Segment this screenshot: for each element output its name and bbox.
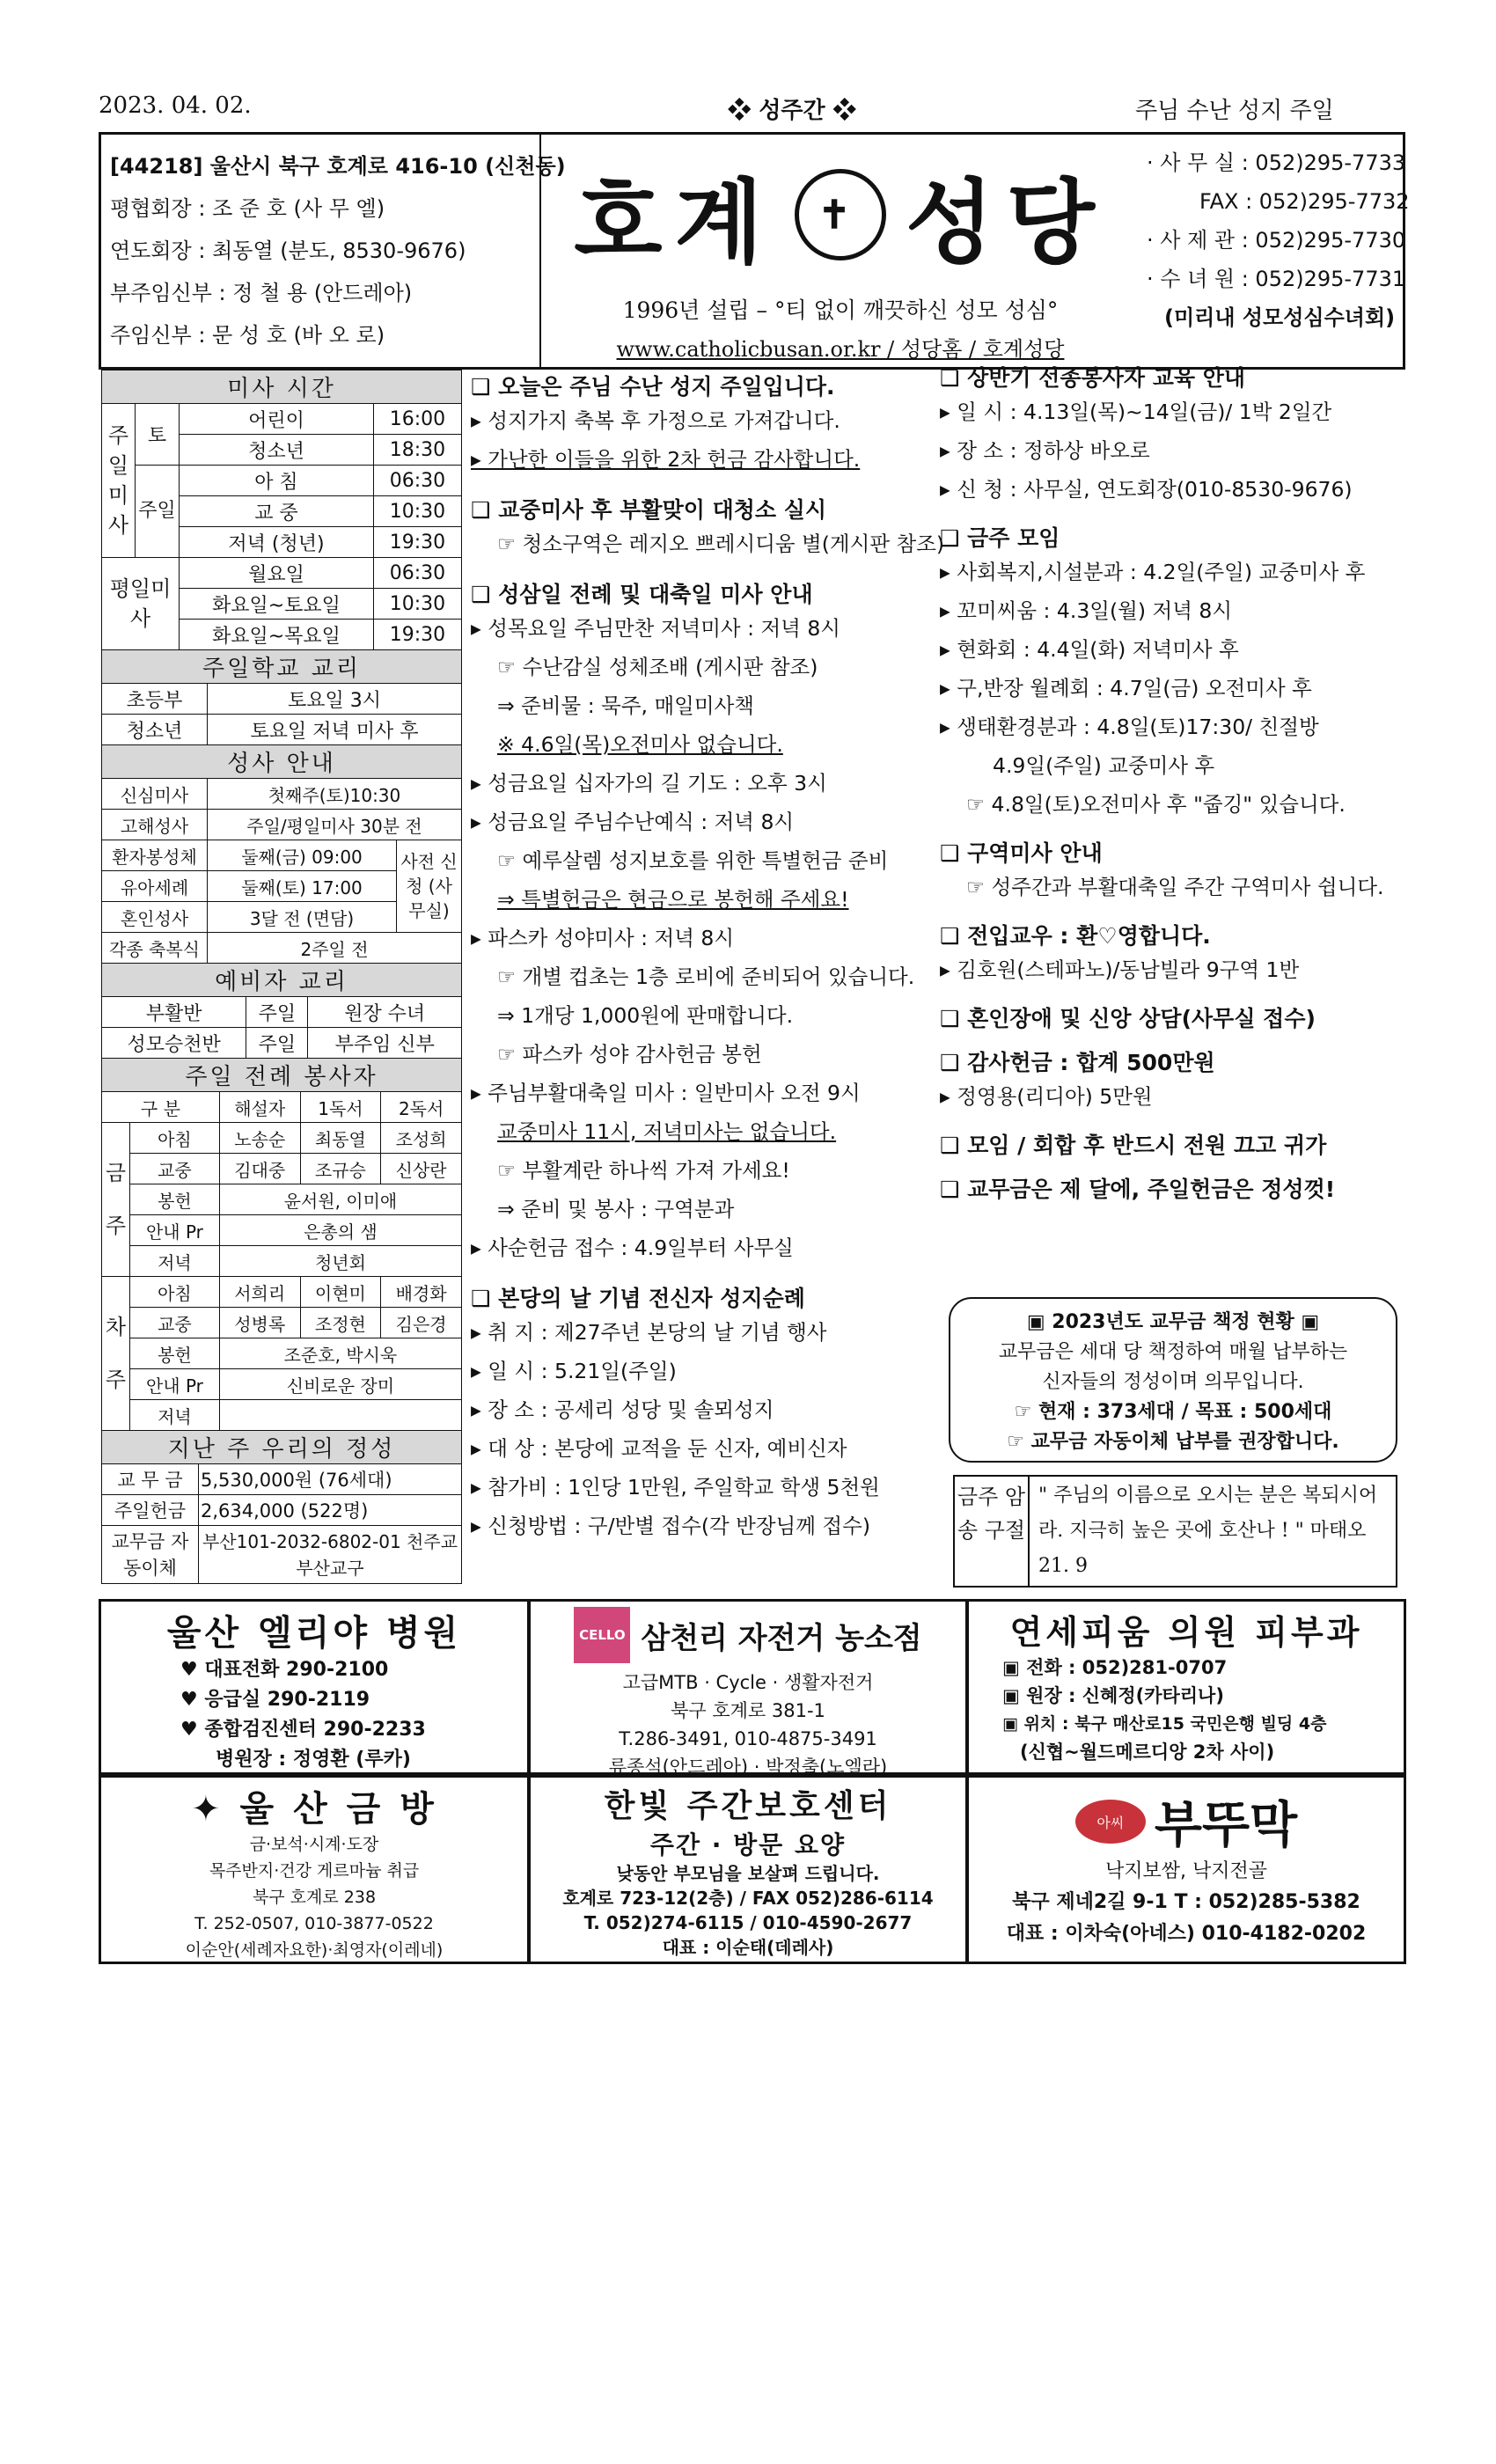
- notice-line: ☞ 개별 컵초는 1층 로비에 준비되어 있습니다.: [497, 964, 915, 989]
- notice-line: ▸ 성목요일 주님만찬 저녁미사 : 저녁 8시: [471, 616, 840, 641]
- contact-line: · 수 녀 원 : 052)295-7731: [1147, 267, 1406, 291]
- notice-line: ⇒ 특별헌금은 현금으로 봉헌해 주세요!: [497, 887, 849, 912]
- sunday-school-table: 주일학교 교리 초등부 토요일 3시 청소년 토요일 저녁 미사 후: [101, 649, 462, 745]
- weekly-label: ❖ 성주간 ❖: [728, 98, 856, 124]
- memory-verse-text: " 주님의 이름으로 오시는 분은 복되시어라. 지극히 높은 곳에 호산나 ! " 마태오 21. 9: [1038, 1485, 1378, 1577]
- notice-line: ☞ 수난감실 성체조배 (게시판 참조): [497, 655, 818, 679]
- notice-heading: ❑ 모임 / 회합 후 반드시 전원 끄고 귀가: [940, 1133, 1327, 1158]
- ad-budduk-restaurant: 아씨 부뚜막 낙지보쌈, 낙지전골 북구 제네2길 9-1 T : 052)285-5382 대표 : 이차숙(아네스) 010-4182-0202: [966, 1775, 1406, 1964]
- notice-line: ☞ 부활계란 하나씩 가져 가세요!: [497, 1158, 790, 1183]
- restaurant-logo: 아씨: [1075, 1800, 1146, 1844]
- notice-line: ▸ 참가비 : 1인당 1만원, 주일학교 학생 5천원: [471, 1475, 880, 1500]
- issue-date: 2023. 04. 02.: [99, 92, 252, 119]
- this-week-label: 금주: [102, 1123, 130, 1277]
- checkbox-icon: ❑: [471, 497, 499, 523]
- notice-line: ▸ 장 소 : 정하상 바오로: [940, 438, 1150, 463]
- notice-line: ▸ 성지가지 축복 후 가정으로 가져갑니다.: [471, 408, 840, 433]
- checkbox-icon: ❑: [940, 1050, 968, 1075]
- ad-hanbit-daycare: 한빛 주간보호센터 주간 · 방문 요양 낮동안 부모님을 보살펴 드립니다. 호계로 723-12(2층) / FAX 052)286-6114 T. 052)274-6115 / 010-4590-2677 대표 : 이순태(데레사): [528, 1775, 968, 1964]
- notice-line: 교중미사 11시, 저녁미사는 없습니다.: [497, 1119, 837, 1144]
- notice-line: 4.9일(주일) 교중미사 후: [993, 753, 1215, 778]
- cello-logo: CELLO: [574, 1607, 630, 1663]
- notice-line: ☞ 파스카 성야 감사헌금 봉헌: [497, 1042, 762, 1067]
- notice-heading: ❑ 혼인장애 및 신앙 상담(사무실 접수): [940, 1006, 1316, 1031]
- next-week-label: 차주: [102, 1277, 130, 1431]
- checkbox-icon: ❑: [940, 840, 968, 866]
- notice-line: ☞ 4.8일(토)오전미사 후 "줍깅" 있습니다.: [966, 792, 1346, 817]
- notice-line: ▸ 사순헌금 접수 : 4.9일부터 사무실: [471, 1236, 794, 1260]
- staff-block: [101, 135, 566, 367]
- notices-right: [940, 361, 1408, 1204]
- notices-middle: [471, 370, 945, 1545]
- website-link[interactable]: www.catholicbusan.or.kr / 성당홈 / 호계성당: [616, 337, 1065, 362]
- mass-times-table: 미사 시간 주일미사 토 어린이 16:00 청소년 18:30 주일 아 침 06:30 교 중 10:30 저녁 (청년) 19:30 평일미사 월요일 06:30 화요일~토요일 10:30 화요일~목요일 19:30: [101, 370, 462, 650]
- notice-heading: ❑ 전입교우 : 환♡영합니다.: [940, 923, 1211, 949]
- checkbox-icon: ❑: [940, 525, 968, 551]
- liturgy-servers-table: 주일 전례 봉사자 구 분 해설자 1독서 2독서 금주 아침 노송순 최동열 조성희 교중 김대중 조규승 신상란 봉헌 윤서원, 이미애 안내 Pr 은총의 샘 저녁 청년회 차주 아침 서희리 이현미 배경화 교중 성병록 조정현 김은경 봉헌 조준호, 박시욱 안내 Pr 신비로운 장미 저녁: [101, 1058, 462, 1431]
- staff-line: 연도회장 : 최동열 (분도, 8530-9676): [110, 238, 466, 263]
- notice-heading: ❑ 성삼일 전례 및 대축일 미사 안내: [471, 582, 813, 607]
- notice-heading: ❑ 본당의 날 기념 전신자 성지순례: [471, 1286, 805, 1311]
- bulletin-header: [99, 132, 1410, 370]
- notice-line: ▸ 일 시 : 4.13일(목)~14일(금)/ 1박 2일간: [940, 400, 1332, 424]
- notice-line: ▸ 김호원(스테파노)/동남빌라 9구역 1반: [940, 957, 1300, 982]
- notice-line: ▸ 구,반장 월례회 : 4.7일(금) 오전미사 후: [940, 676, 1312, 700]
- notice-line: ▸ 성금요일 주님수난예식 : 저녁 8시: [471, 810, 795, 834]
- notice-line: ☞ 성주간과 부활대축일 주간 구역미사 쉽니다.: [966, 875, 1384, 899]
- founded-tagline: 1996년 설립 – °티 없이 깨끗하신 성모 성심°: [622, 297, 1059, 323]
- checkbox-icon: ❑: [940, 1006, 968, 1031]
- church-title-block: [541, 135, 1140, 367]
- notice-line: ▸ 생태환경분과 : 4.8일(토)17:30/ 친절방: [940, 715, 1319, 739]
- staff-line: 주임신부 : 문 성 호 (바 오 로): [110, 323, 385, 348]
- checkbox-icon: ❑: [940, 365, 968, 391]
- notice-line: ▸ 성금요일 십자가의 길 기도 : 오후 3시: [471, 771, 827, 796]
- catechumen-table: 예비자 교리 부활반 주일 원장 수녀 성모승천반 주일 부주임 신부: [101, 963, 462, 1059]
- notice-line: ▸ 현화회 : 4.4일(화) 저녁미사 후: [940, 637, 1239, 662]
- sacrament-table: 성사 안내 신심미사 첫째주(토)10:30 고해성사 주일/평일미사 30분 전 환자봉성체 둘째(금) 09:00 사전 신청 (사무실) 유아세례 둘째(토) 17:00 혼인성사 3달 전 (면담) 각종 축복식 2주일 전: [101, 744, 462, 964]
- notice-line: ▸ 가난한 이들을 위한 2차 헌금 감사합니다.: [471, 447, 861, 472]
- notice-heading: ❑ 교중미사 후 부활맞이 대청소 실시: [471, 497, 827, 523]
- ad-elijah-hospital: 울산 엘리야 병원 ♥ 대표전화 290-2100 ♥ 응급실 290-2119 ♥ 종합검진센터 290-2233 병원장 : 정영환 (루카): [99, 1599, 530, 1775]
- checkbox-icon: ❑: [471, 1286, 499, 1311]
- notice-line: ▸ 신 청 : 사무실, 연도회장(010-8530-9676): [940, 477, 1353, 502]
- saturday-label: 토: [136, 404, 180, 466]
- checkbox-icon: ❑: [940, 1133, 968, 1158]
- notice-line: ▸ 주님부활대축일 미사 : 일반미사 오전 9시: [471, 1081, 861, 1105]
- church-address: [44218] 울산시 북구 호계로 416-10 (신천동): [110, 154, 566, 179]
- notice-line: ▸ 일 시 : 5.21일(주일): [471, 1359, 677, 1383]
- sunday-label: 주일: [136, 466, 180, 558]
- notice-heading: ❑ 교무금은 제 달에, 주일헌금은 정성껏!: [940, 1177, 1336, 1202]
- notice-line: ▸ 신청방법 : 구/반별 접수(각 반장님께 접수): [471, 1514, 871, 1538]
- notice-line: ▸ 취 지 : 제27주년 본당의 날 기념 행사: [471, 1320, 827, 1345]
- notice-line: ⇒ 준비물 : 묵주, 매일미사책: [497, 693, 754, 718]
- checkbox-icon: ❑: [471, 374, 499, 400]
- notice-line: ※ 4.6일(목)오전미사 없습니다.: [497, 732, 783, 757]
- offering-table: 지난 주 우리의 정성 교 무 금 5,530,000원 (76세대) 주일헌금 2,634,000 (522명) 교무금 자동이체 부산101-2032-6802-01 천주교 부산교구: [101, 1430, 462, 1584]
- notice-line: ▸ 파스카 성야미사 : 저녁 8시: [471, 926, 735, 950]
- notice-heading: ❑ 금주 모임: [940, 525, 1060, 551]
- notice-heading: ❑ 오늘은 주님 수난 성지 주일입니다.: [471, 374, 835, 400]
- ad-samchully-bicycle: CELLO 삼천리 자전거 농소점 고급MTB · Cycle · 생활자전거 북구 호계로 381-1 T.286-3491, 010-4875-3491 류종석(안드레아) · 박정출(노엘라): [528, 1599, 968, 1775]
- schedule-column: [101, 370, 462, 1584]
- auto-transfer-account: 부산101-2032-6802-01 천주교 부산교구: [199, 1526, 462, 1584]
- mass-times-title: 미사 시간: [102, 370, 462, 404]
- ad-ulsan-jewelry: ✦ 울 산 금 방 금·보석·시계·도장 목주반지·건강 게르마늄 취급 북구 호계로 238 T. 252-0507, 010-3877-0522 이순안(세례자요한)·최영자(이레네): [99, 1775, 530, 1964]
- notice-heading: ❑ 상반기 선종봉사자 교육 안내: [940, 365, 1246, 391]
- contact-block: [1140, 135, 1408, 367]
- sunday-name: 주님 수난 성지 주일: [1135, 98, 1334, 124]
- notice-heading: ❑ 구역미사 안내: [940, 840, 1103, 866]
- tithe-status-box: ▣ 2023년도 교무금 책정 현황 ▣ 교무금은 세대 당 책정하여 매월 납부하는 신자들의 정성이며 의무입니다. ☞ 현재 : 373세대 / 목표 : 500세대 ☞ 교무금 자동이체 납부를 권장합니다.: [949, 1297, 1397, 1463]
- memory-verse-box: [953, 1475, 1397, 1588]
- contact-line: · 사 무 실 : 052)295-7733: [1147, 150, 1406, 175]
- notice-line: ☞ 예루살렘 성지보호를 위한 특별헌금 준비: [497, 848, 889, 873]
- weekday-mass-label: 평일미사: [102, 558, 180, 650]
- memory-verse-label: 금주 암송 구절: [955, 1477, 1030, 1586]
- ad-yonsei-pium-clinic: 연세피움 의원 피부과 ▣ 전화 : 052)281-0707 ▣ 원장 : 신혜정(카타리나) ▣ 위치 : 북구 매산로15 국민은행 빌딩 4층 (신협~월드메르디앙 2차 사이): [966, 1599, 1406, 1775]
- contact-line: (미리내 성모성심수녀회): [1164, 305, 1396, 330]
- notice-line: ▸ 대 상 : 본당에 교적을 둔 신자, 예비신자: [471, 1436, 847, 1461]
- notice-line: ☞ 청소구역은 레지오 쁘레시디움 별(게시판 참조): [497, 532, 945, 556]
- advance-notice: 사전 신청 (사무실): [397, 840, 462, 933]
- contact-line: · 사 제 관 : 052)295-7730: [1147, 228, 1406, 253]
- notice-line: ⇒ 준비 및 봉사 : 구역분과: [497, 1197, 735, 1221]
- notice-line: ⇒ 1개당 1,000원에 판매합니다.: [497, 1003, 794, 1028]
- checkbox-icon: ❑: [940, 923, 968, 949]
- notice-line: ▸ 장 소 : 공세리 성당 및 솔뫼성지: [471, 1397, 774, 1422]
- notice-line: ▸ 사회복지,시설분과 : 4.2일(주일) 교중미사 후: [940, 560, 1366, 584]
- church-name: 호계 ✝ 성당: [574, 168, 1107, 276]
- checkbox-icon: ❑: [940, 1177, 968, 1202]
- staff-line: 부주임신부 : 정 철 용 (안드레아): [110, 281, 413, 305]
- church-seal-icon: ✝: [795, 169, 886, 260]
- notice-line: ▸ 정영용(리디아) 5만원: [940, 1084, 1153, 1109]
- notice-heading: ❑ 감사헌금 : 합계 500만원: [940, 1050, 1215, 1075]
- staff-line: 평협회장 : 조 준 호 (사 무 엘): [110, 196, 385, 221]
- sunday-mass-label: 주일미사: [102, 404, 136, 558]
- notice-line: ▸ 꼬미씨움 : 4.3일(월) 저녁 8시: [940, 598, 1233, 623]
- checkbox-icon: ❑: [471, 582, 499, 607]
- contact-line: FAX : 052)295-7732: [1199, 189, 1410, 214]
